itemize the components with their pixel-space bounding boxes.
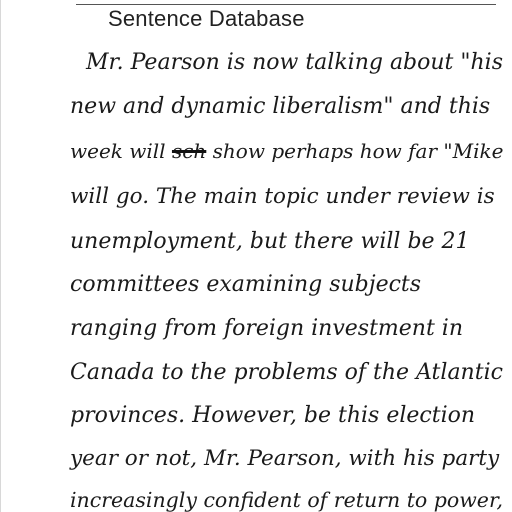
text-line-3-start: week will: [70, 139, 166, 163]
text-line-3-end: show perhaps how far "Mike: [212, 139, 504, 163]
text-line-2: new and dynamic liberalism" and this: [70, 94, 491, 119]
struck-word: sch: [171, 139, 207, 163]
page-title: Sentence Database: [108, 6, 305, 31]
text-line-7: ranging from foreign investment in: [70, 316, 464, 341]
text-line-4: will go. The main topic under review is: [70, 184, 495, 209]
text-line-6: committees examining subjects: [70, 272, 422, 297]
text-line-3: [70, 139, 503, 163]
text-line-5: unemployment, but there will be 21: [70, 229, 470, 254]
text-line-11: increasingly confident of return to power,: [70, 488, 504, 512]
text-line-10: year or not, Mr. Pearson, with his party: [70, 446, 500, 471]
page-edge-line: [0, 0, 1, 512]
top-rule: [76, 4, 496, 5]
text-line-8: Canada to the problems of the Atlantic: [70, 360, 503, 385]
text-line-9: provinces. However, be this election: [70, 403, 476, 428]
text-line-1: Mr. Pearson is now talking about "his: [86, 50, 504, 75]
